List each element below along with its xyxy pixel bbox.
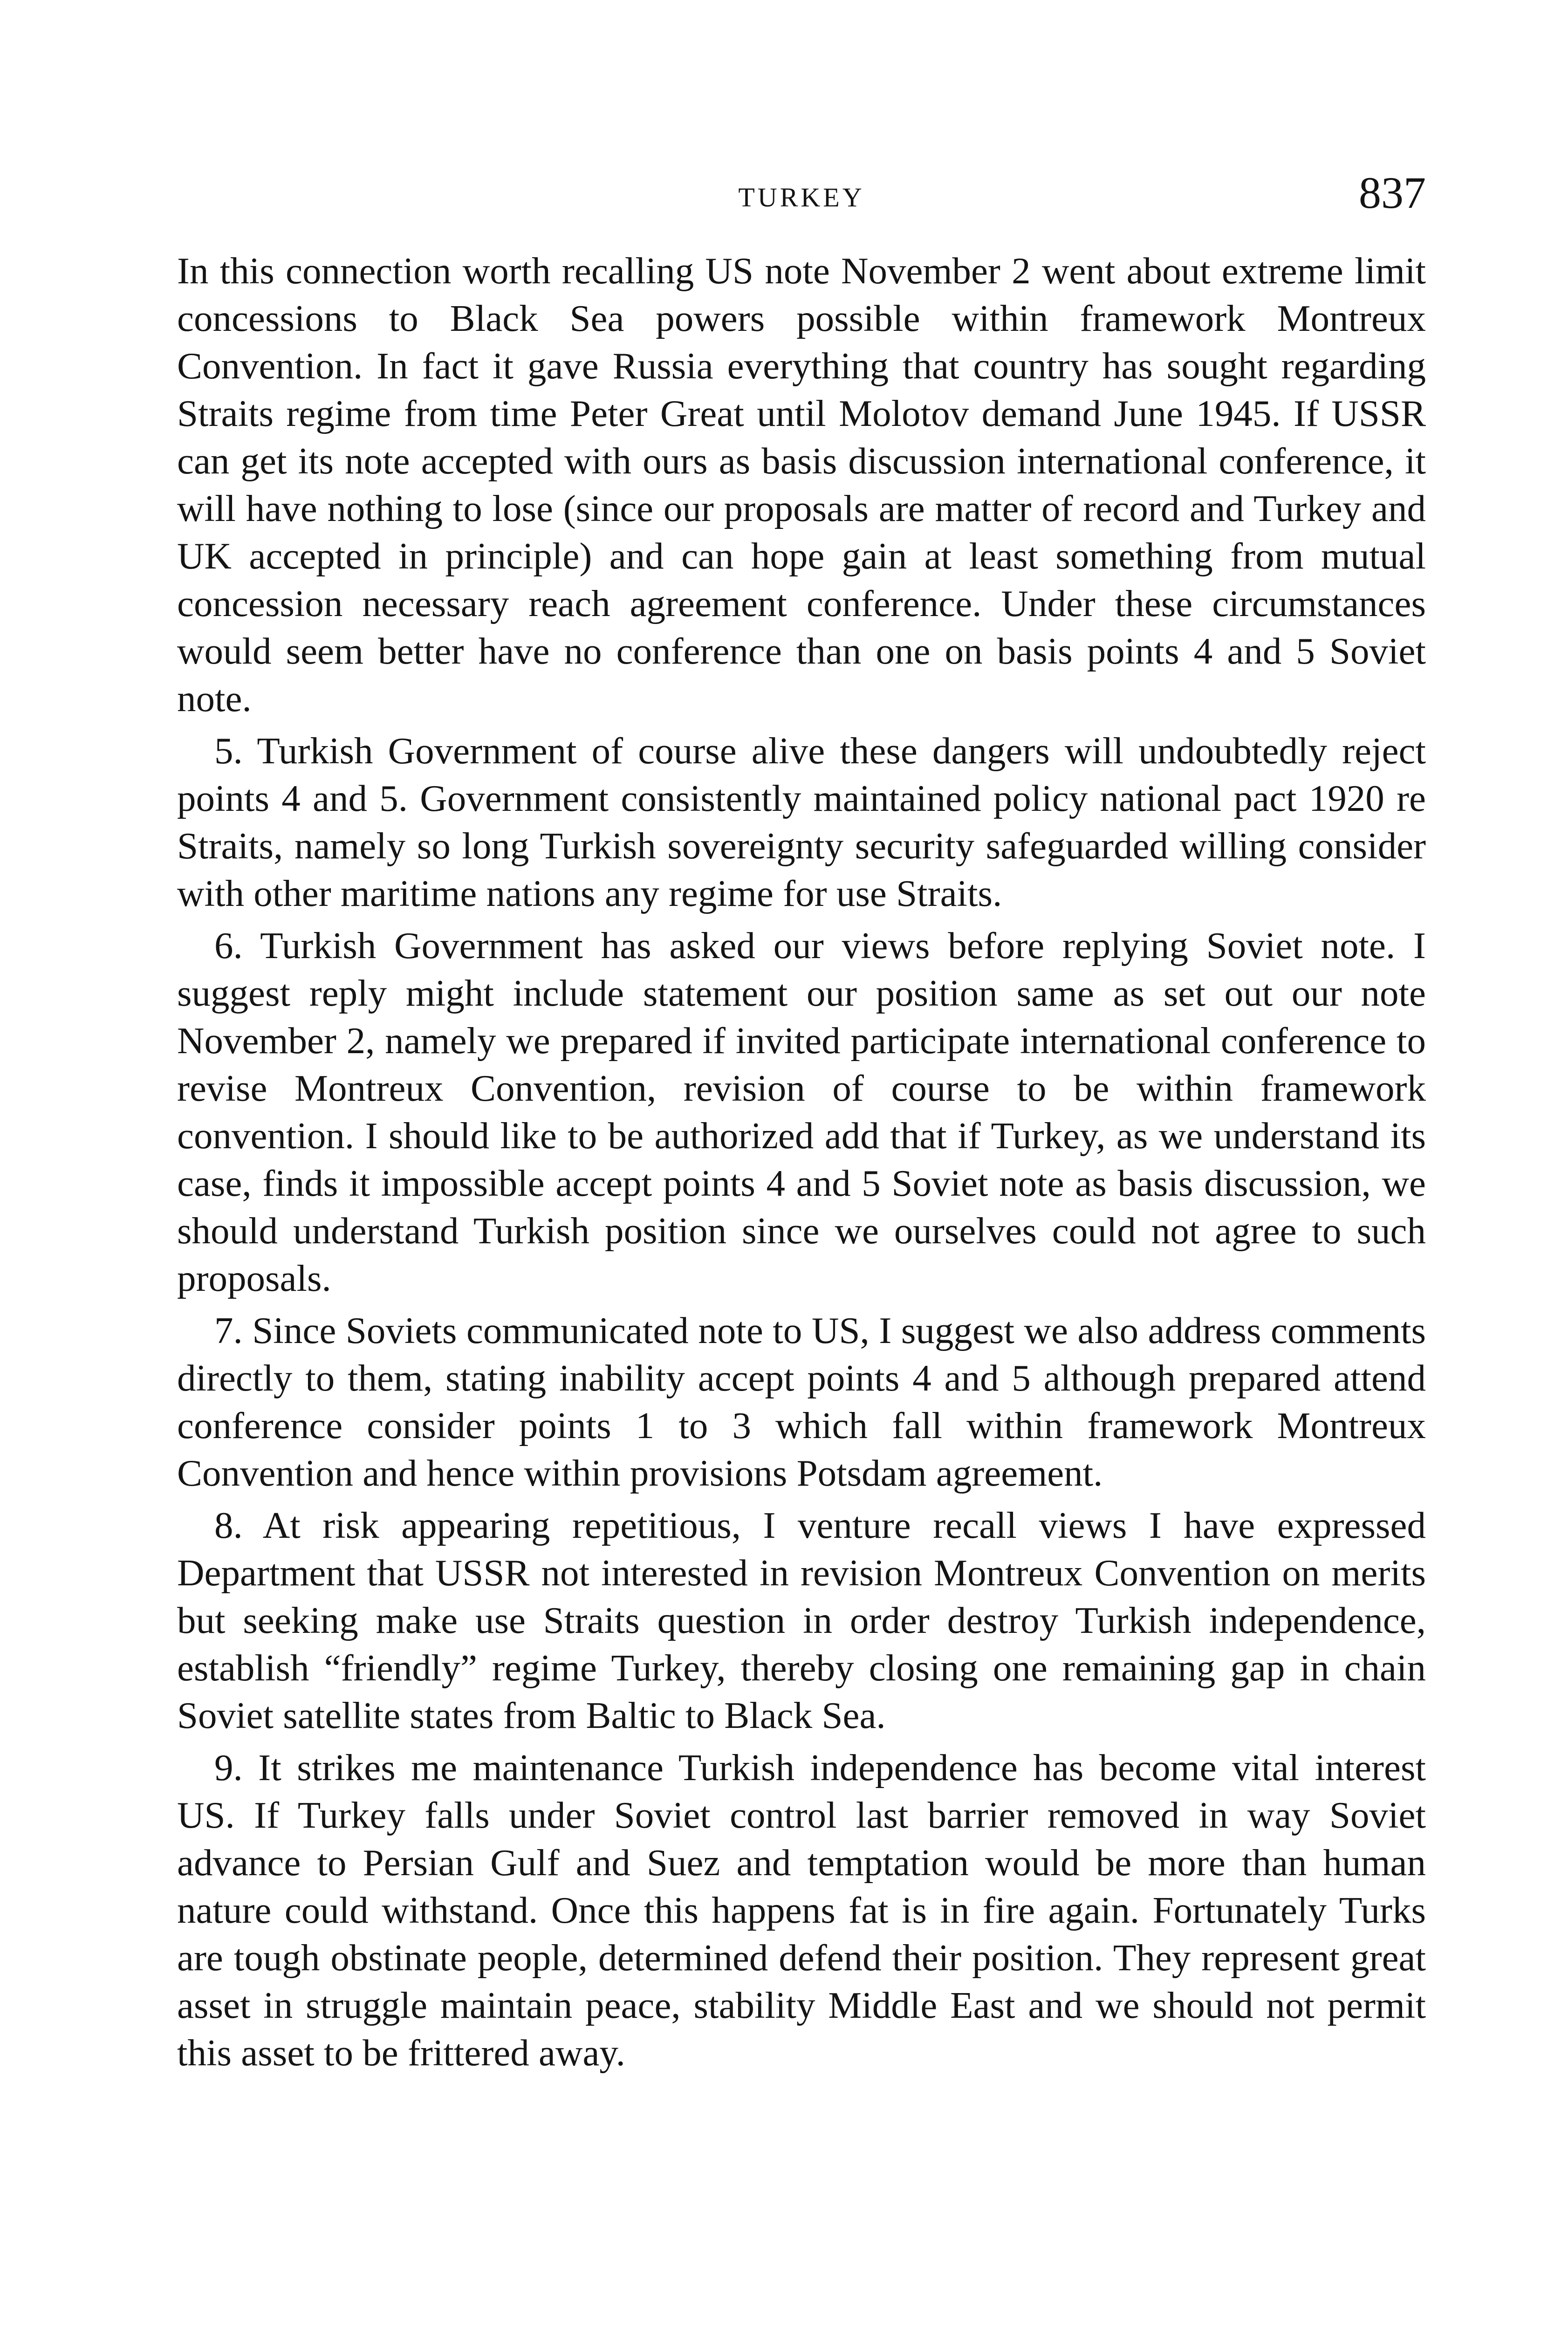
paragraph-continuation: In this connection worth recalling US note November 2 went about extreme limit concessions to Black Sea powers possible within framework Montreux Convention. In fact it gave Russia everything that country has sought regarding Straits regime from time Peter Great until Molotov demand June 1945. If USSR can get its note accepted with ours as basis discussion international conference, it will have nothing to lose (since our proposals are matter of record and Turkey and UK accepted in principle) and can hope gain at least something from mutual concession necessary reach agreement conference. Under these circumstances would seem better have no conference than one on basis points 4 and 5 Soviet note. [177,250,1426,720]
page-number: 837 [1359,168,1426,218]
paragraph-7: 7. Since Soviets communicated note to US, I suggest we also address comments directly to them, stating inability accept points 4 and 5 although prepared attend conference consider points 1 to 3 which fall within framework Montreux Convention and hence within provisions Potsdam agreement. [177,1309,1426,1494]
paragraph-5: 5. Turkish Government of course alive these dangers will undoubtedly reject points 4 and 5. Government consistently maintained policy national pact 1920 re Straits, namely so long Turkish sovereignty security safeguarded willing consider with other maritime nations any regime for use Straits. [177,730,1426,914]
paragraph-9: 9. It strikes me maintenance Turkish independence has become vital interest US. If Turkey falls under Soviet control last barrier removed in way Soviet advance to Persian Gulf and Suez and temptation would be more than human nature could withstand. Once this happens fat is in fire again. Fortunately Turks are tough obstinate people, determined defend their position. They represent great asset in struggle maintain peace, stability Middle East and we should not permit this asset to be frittered away. [177,1747,1426,2074]
page-header [177,168,1426,233]
paragraph-8: 8. At risk appearing repetitious, I venture recall views I have expressed Department that USSR not interested in revision Montreux Convention on merits but seeking make use Straits question in order destroy Turkish independence, establish “friendly” regime Turkey, thereby closing one remaining gap in chain Soviet satellite states from Baltic to Black Sea. [177,1504,1426,1736]
body-text [177,247,1426,2081]
paragraph-6: 6. Turkish Government has asked our views before replying Soviet note. I suggest reply might include statement our position same as set out our note November 2, namely we prepared if invited participate international conference to revise Montreux Convention, revision of course to be within framework convention. I should like to be authorized add that if Turkey, as we understand its case, finds it impossible accept points 4 and 5 Soviet note as basis discussion, we should understand Turkish position since we ourselves could not agree to such proposals. [177,925,1426,1299]
running-head: TURKEY [738,182,865,212]
